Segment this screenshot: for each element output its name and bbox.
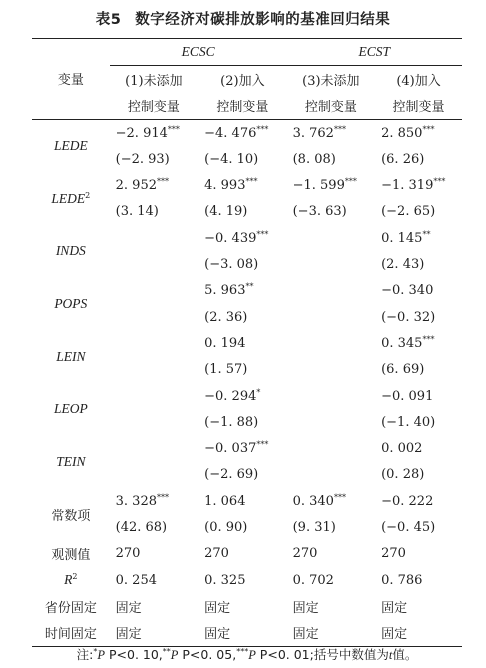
summary-value: 0. 325 bbox=[204, 572, 246, 588]
tstat-cell: (−2. 93) bbox=[115, 151, 170, 167]
coef-cell bbox=[287, 383, 375, 409]
significance-stars: *** bbox=[333, 492, 346, 502]
significance-stars: *** bbox=[245, 177, 258, 187]
significance-stars: *** bbox=[256, 440, 269, 450]
coef-value: 3. 328 bbox=[115, 493, 157, 509]
significance-stars: * bbox=[256, 387, 261, 397]
summary-value: 270 bbox=[292, 546, 318, 562]
table-note: 注:*P P<0. 10,**P P<0. 05,***P P<0. 01;括号中数值为t值。 bbox=[76, 647, 418, 662]
tstat-cell: (9. 31) bbox=[292, 519, 336, 535]
coef-row bbox=[32, 278, 462, 304]
summary-row bbox=[32, 620, 462, 647]
summary-value: 固定 bbox=[287, 620, 375, 647]
tstat-cell: (−0. 32) bbox=[381, 309, 436, 325]
tstat-cell: (−2. 65) bbox=[381, 204, 436, 220]
column-header-4-line2: 控制变量 bbox=[392, 100, 445, 116]
coef-cell bbox=[375, 172, 462, 198]
tstat-cell: (−1. 88) bbox=[204, 414, 259, 430]
variable-label bbox=[32, 225, 110, 278]
coef-cell bbox=[287, 278, 375, 304]
tstat-cell bbox=[287, 357, 375, 383]
coef-row bbox=[32, 435, 462, 461]
coef-row bbox=[32, 330, 462, 356]
column-header-2-line2: 控制变量 bbox=[216, 100, 269, 116]
coef-cell bbox=[287, 172, 375, 198]
coef-value: −0. 439 bbox=[204, 230, 257, 246]
coef-value: 0. 002 bbox=[381, 441, 423, 457]
summary-value: 固定 bbox=[204, 600, 231, 616]
significance-stars: *** bbox=[167, 124, 180, 134]
coef-cell bbox=[198, 225, 286, 251]
coef-value: 3. 762 bbox=[292, 125, 334, 141]
variable-name: INDS bbox=[55, 243, 86, 259]
coef-row bbox=[32, 172, 462, 198]
tstat-cell: (−3. 63) bbox=[292, 204, 347, 220]
summary-label-text: 时间固定 bbox=[44, 627, 97, 643]
variable-name: LEDE bbox=[53, 138, 88, 154]
regression-table bbox=[32, 38, 462, 647]
coef-cell bbox=[198, 435, 286, 461]
note-sig3: *** bbox=[236, 647, 249, 656]
coef-cell bbox=[198, 278, 286, 304]
coef-row bbox=[32, 383, 462, 409]
note-sig1: * bbox=[93, 647, 98, 656]
tstat-cell bbox=[110, 409, 198, 435]
note-p2: P<0. 05, bbox=[178, 647, 237, 662]
coef-value: 2. 952 bbox=[115, 178, 157, 194]
column-header-1: (1)未添加 bbox=[125, 73, 183, 89]
tstat-cell: (4. 19) bbox=[204, 204, 248, 220]
table-title bbox=[0, 8, 486, 29]
tstat-cell: (−0. 45) bbox=[381, 519, 436, 535]
coef-value: −2. 914 bbox=[115, 125, 168, 141]
coef-cell bbox=[198, 383, 286, 409]
variable-exponent: 2 bbox=[85, 190, 91, 200]
tstat-cell: (1. 57) bbox=[204, 362, 248, 378]
tstat-cell: (−4. 10) bbox=[204, 151, 259, 167]
tstat-cell bbox=[110, 357, 198, 383]
summary-label-exponent: 2 bbox=[72, 572, 78, 582]
coef-cell bbox=[198, 172, 286, 198]
coef-value: −0. 222 bbox=[381, 493, 434, 509]
coef-cell bbox=[110, 172, 198, 198]
column-header-3-line2: 控制变量 bbox=[304, 100, 357, 116]
summary-label bbox=[32, 593, 110, 619]
tstat-cell: (−3. 08) bbox=[204, 257, 259, 273]
summary-value: 0. 254 bbox=[115, 572, 157, 588]
summary-label-text: 观测值 bbox=[51, 548, 91, 564]
significance-stars: *** bbox=[157, 492, 169, 502]
note-p1: P<0. 10, bbox=[105, 647, 163, 662]
coef-cell bbox=[287, 488, 375, 514]
tstat-cell: (8. 08) bbox=[292, 151, 336, 167]
tstat-cell: (2. 43) bbox=[381, 257, 425, 273]
coef-row bbox=[32, 225, 462, 251]
coef-value: 0. 145 bbox=[381, 230, 423, 246]
coef-cell bbox=[375, 383, 462, 409]
table-number: 表5 bbox=[95, 12, 122, 28]
note-t: t bbox=[388, 648, 393, 662]
tstat-cell bbox=[110, 251, 198, 277]
tstat-cell: (−2. 69) bbox=[204, 467, 259, 483]
summary-value: 270 bbox=[115, 546, 141, 562]
coef-value: 1. 064 bbox=[204, 493, 246, 509]
summary-label-text: R bbox=[64, 572, 73, 588]
tstat-cell: (42. 68) bbox=[115, 519, 168, 535]
variable-name: LEOP bbox=[53, 401, 88, 417]
coef-cell bbox=[287, 435, 375, 461]
variable-label bbox=[32, 330, 110, 383]
coef-value: 0. 345 bbox=[381, 335, 423, 351]
tstat-cell: (6. 69) bbox=[381, 362, 425, 378]
summary-row bbox=[32, 593, 462, 619]
significance-stars: *** bbox=[256, 124, 269, 134]
note-suffix: 值。 bbox=[392, 647, 418, 662]
significance-stars: *** bbox=[344, 177, 357, 187]
coef-cell bbox=[375, 330, 462, 356]
summary-value: 固定 bbox=[115, 600, 142, 616]
coef-cell bbox=[375, 225, 462, 251]
summary-label bbox=[32, 567, 110, 593]
summary-value: 270 bbox=[381, 546, 406, 562]
coef-cell bbox=[287, 225, 375, 251]
summary-value: 270 bbox=[204, 546, 229, 562]
coef-cell bbox=[198, 330, 286, 356]
summary-value: 固定 bbox=[198, 620, 286, 647]
tstat-cell bbox=[287, 409, 375, 435]
variable-name: TEIN bbox=[56, 453, 86, 469]
coef-cell bbox=[110, 488, 198, 514]
coef-cell bbox=[110, 225, 198, 251]
note-sig2: ** bbox=[162, 647, 171, 656]
summary-value: 0. 702 bbox=[292, 572, 334, 588]
summary-value: 固定 bbox=[110, 620, 198, 647]
note-prefix: 注: bbox=[76, 647, 94, 662]
significance-stars: ** bbox=[245, 282, 254, 292]
coef-cell bbox=[110, 383, 198, 409]
summary-row bbox=[32, 567, 462, 593]
summary-label-text: 省份固定 bbox=[44, 600, 97, 616]
coef-cell bbox=[110, 330, 198, 356]
coef-cell bbox=[375, 119, 462, 146]
coef-cell bbox=[375, 488, 462, 514]
coef-row bbox=[32, 488, 462, 514]
tstat-cell: (3. 14) bbox=[115, 204, 159, 220]
significance-stars: *** bbox=[433, 177, 446, 187]
summary-value: 固定 bbox=[381, 600, 408, 616]
coef-cell bbox=[375, 278, 462, 304]
coef-value: −1. 599 bbox=[292, 178, 345, 194]
variable-name: 常数项 bbox=[51, 508, 91, 524]
tstat-cell bbox=[287, 251, 375, 277]
variable-label bbox=[32, 172, 110, 225]
column-header-2: (2)加入 bbox=[220, 73, 265, 89]
variable-label bbox=[32, 435, 110, 488]
variable-label bbox=[32, 488, 110, 541]
variable-label bbox=[32, 278, 110, 331]
significance-stars: *** bbox=[157, 177, 169, 187]
summary-row bbox=[32, 541, 462, 567]
group-header-ecsc: ECSC bbox=[110, 39, 287, 66]
note-p3: P<0. 01;括号中数值为 bbox=[255, 647, 389, 662]
coef-cell bbox=[375, 435, 462, 461]
group-header-ecst: ECST bbox=[287, 39, 462, 66]
table-title-text: 数字经济对碳排放影响的基准回归结果 bbox=[135, 12, 391, 28]
tstat-cell bbox=[110, 462, 198, 488]
column-header-3: (3)未添加 bbox=[302, 73, 360, 89]
coef-value: 0. 340 bbox=[292, 493, 334, 509]
column-header-1-line2: 控制变量 bbox=[127, 100, 180, 116]
summary-value: 固定 bbox=[375, 620, 462, 647]
coef-cell bbox=[287, 330, 375, 356]
significance-stars: *** bbox=[333, 124, 346, 134]
summary-value: 固定 bbox=[292, 600, 319, 616]
variable-label bbox=[32, 119, 110, 172]
tstat-cell: (2. 36) bbox=[204, 309, 248, 325]
coef-value: −0. 037 bbox=[204, 441, 257, 457]
coef-cell bbox=[110, 435, 198, 461]
variable-name: LEIN bbox=[56, 348, 86, 364]
coef-row bbox=[32, 119, 462, 146]
significance-stars: ** bbox=[422, 229, 431, 239]
variable-header: 变量 bbox=[32, 39, 110, 120]
tstat-cell bbox=[287, 462, 375, 488]
coef-value: 5. 963 bbox=[204, 283, 246, 299]
summary-label bbox=[32, 620, 110, 647]
coef-value: −0. 294 bbox=[204, 388, 257, 404]
variable-label bbox=[32, 383, 110, 436]
tstat-cell: (0. 90) bbox=[204, 519, 248, 535]
variable-name: LEDE bbox=[51, 190, 86, 206]
coef-value: 0. 194 bbox=[204, 335, 246, 351]
tstat-cell: (6. 26) bbox=[381, 151, 425, 167]
coef-value: −1. 319 bbox=[381, 178, 434, 194]
tstat-cell: (−1. 40) bbox=[381, 414, 436, 430]
coef-value: 2. 850 bbox=[381, 125, 423, 141]
coef-value: −0. 091 bbox=[381, 388, 434, 404]
coef-cell bbox=[287, 119, 375, 146]
column-header-4: (4)加入 bbox=[396, 73, 441, 89]
coef-cell bbox=[110, 119, 198, 146]
coef-cell bbox=[198, 119, 286, 146]
tstat-cell: (0. 28) bbox=[381, 467, 425, 483]
coef-cell bbox=[110, 278, 198, 304]
summary-value: 0. 786 bbox=[381, 572, 423, 588]
variable-name: POPS bbox=[54, 295, 88, 311]
coef-value: −0. 340 bbox=[381, 283, 434, 299]
coef-value: −4. 476 bbox=[204, 125, 257, 141]
tstat-cell bbox=[110, 304, 198, 330]
significance-stars: *** bbox=[256, 229, 269, 239]
significance-stars: *** bbox=[422, 334, 435, 344]
tstat-cell bbox=[287, 304, 375, 330]
significance-stars: *** bbox=[422, 124, 435, 134]
header-row-groups bbox=[32, 39, 462, 66]
coef-value: 4. 993 bbox=[204, 178, 246, 194]
summary-label bbox=[32, 541, 110, 567]
coef-cell bbox=[198, 488, 286, 514]
